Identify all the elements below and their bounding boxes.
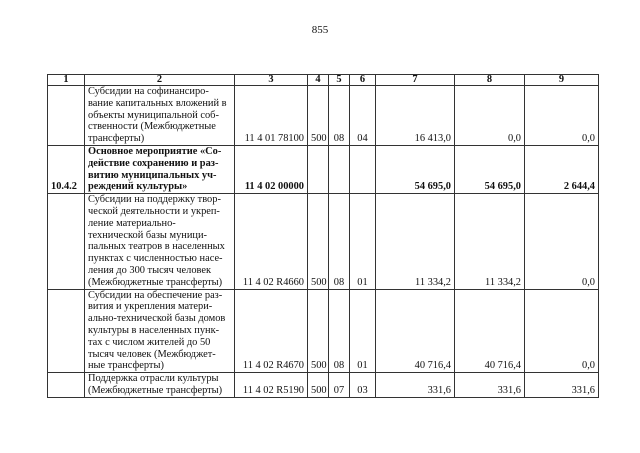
- table-body: [48, 86, 599, 398]
- header-cell-8: 8: [455, 75, 525, 86]
- subsection-cell: 01: [350, 194, 376, 289]
- expense-type-cell: 500: [308, 194, 329, 289]
- header-cell-1: 1: [48, 75, 85, 86]
- amount-col8-cell: 54 695,0: [455, 145, 525, 193]
- amount-col9-cell: 331,6: [525, 373, 599, 398]
- table-row: [48, 145, 599, 193]
- header-cell-9: 9: [525, 75, 599, 86]
- header-cell-2: 2: [85, 75, 235, 86]
- budget-code-cell: 11 4 02 R4660: [235, 194, 308, 289]
- header-cell-4: 4: [308, 75, 329, 86]
- subsection-cell: 01: [350, 289, 376, 373]
- header-cell-7: 7: [376, 75, 455, 86]
- budget-code-cell: 11 4 02 R4670: [235, 289, 308, 373]
- row-number-cell: [48, 86, 85, 146]
- amount-col8-cell: 40 716,4: [455, 289, 525, 373]
- section-cell: 08: [329, 289, 350, 373]
- table-row: [48, 373, 599, 398]
- budget-table: [47, 74, 599, 398]
- header-cell-6: 6: [350, 75, 376, 86]
- amount-col9-cell: 0,0: [525, 86, 599, 146]
- amount-col7-cell: 16 413,0: [376, 86, 455, 146]
- budget-code-cell: 11 4 02 R5190: [235, 373, 308, 398]
- description-cell: Субсидии на софинансиро-вание капитальных вложений в объекты муниципальной соб-ственности (Межбюджетные трансферты): [85, 86, 235, 146]
- subsection-cell: 03: [350, 373, 376, 398]
- budget-code-cell: 11 4 01 78100: [235, 86, 308, 146]
- amount-col7-cell: 54 695,0: [376, 145, 455, 193]
- section-cell: 08: [329, 194, 350, 289]
- description-cell: Субсидии на поддержку твор-ческой деятельности и укреп-ление материально-технической базы муници-пальных театров в населенных пунктах с численностью насе-ления до 300 тысяч человек (Межбюджетные трансферты): [85, 194, 235, 289]
- amount-col8-cell: 11 334,2: [455, 194, 525, 289]
- amount-col9-cell: 0,0: [525, 289, 599, 373]
- budget-code-cell: 11 4 02 00000: [235, 145, 308, 193]
- section-cell: 07: [329, 373, 350, 398]
- amount-col8-cell: 0,0: [455, 86, 525, 146]
- row-number-cell: [48, 289, 85, 373]
- amount-col7-cell: 40 716,4: [376, 289, 455, 373]
- row-number-cell: 10.4.2: [48, 145, 85, 193]
- subsection-cell: 04: [350, 86, 376, 146]
- section-cell: [329, 145, 350, 193]
- amount-col8-cell: 331,6: [455, 373, 525, 398]
- table-row: [48, 86, 599, 146]
- subsection-cell: [350, 145, 376, 193]
- row-number-cell: [48, 194, 85, 289]
- page-number: 855: [311, 24, 329, 36]
- table-row: [48, 194, 599, 289]
- header-cell-3: 3: [235, 75, 308, 86]
- header-row: [48, 75, 599, 86]
- description-cell: Поддержка отрасли культуры (Межбюджетные трансферты): [85, 373, 235, 398]
- table-row: [48, 289, 599, 373]
- description-cell: Основное мероприятие «Со-действие сохранению и раз-витию муниципальных уч-реждений культуры»: [85, 145, 235, 193]
- expense-type-cell: 500: [308, 373, 329, 398]
- section-cell: 08: [329, 86, 350, 146]
- expense-type-cell: [308, 145, 329, 193]
- expense-type-cell: 500: [308, 289, 329, 373]
- description-cell: Субсидии на обеспечение раз-вития и укрепления матери-ально-технической базы домов культуры в населенных пунк-тах с числом жителей до 50 тысяч человек (Межбюджет-ные трансферты): [85, 289, 235, 373]
- header-cell-5: 5: [329, 75, 350, 86]
- amount-col7-cell: 11 334,2: [376, 194, 455, 289]
- amount-col9-cell: 0,0: [525, 194, 599, 289]
- expense-type-cell: 500: [308, 86, 329, 146]
- amount-col7-cell: 331,6: [376, 373, 455, 398]
- row-number-cell: [48, 373, 85, 398]
- amount-col9-cell: 2 644,4: [525, 145, 599, 193]
